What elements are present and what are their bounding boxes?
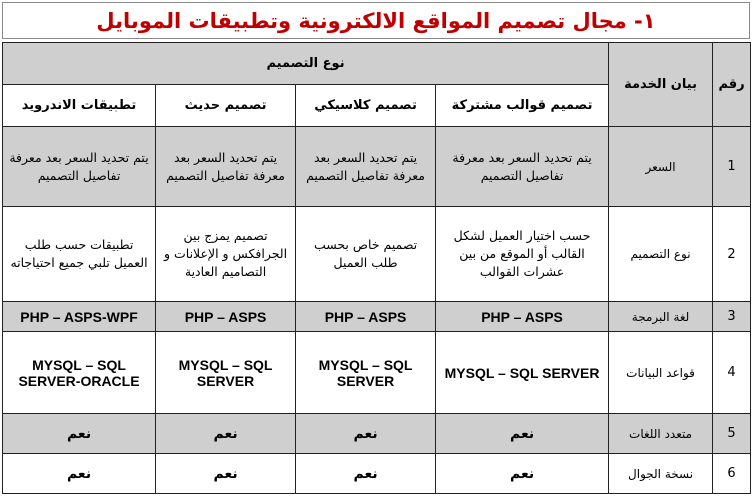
services-table [2, 42, 751, 494]
table-cell: حسب اختيار العميل لشكل القالب أو الموقع من بين عشرات القوالب [436, 207, 609, 302]
table-cell: يتم تحديد السعر بعد معرفة تفاصيل التصميم [3, 127, 156, 207]
table-cell: MYSQL – SQL SERVER-ORACLE [3, 332, 156, 414]
row-service: قواعد البيانات [609, 332, 713, 414]
row-number: 4 [713, 332, 751, 414]
table-cell: MYSQL – SQL SERVER [296, 332, 436, 414]
table-row [3, 207, 751, 302]
row-service: متعدد اللغات [609, 414, 713, 454]
title-bar [2, 2, 750, 39]
table-row [3, 302, 751, 332]
table-cell: نعم [296, 454, 436, 494]
table-cell: تصميم خاص بحسب طلب العميل [296, 207, 436, 302]
column-title-classic: تصميم كلاسيكي [296, 85, 436, 127]
table-cell: نعم [436, 454, 609, 494]
table-cell: نعم [3, 454, 156, 494]
table-cell: يتم تحديد السعر بعد معرفة تفاصيل التصميم [436, 127, 609, 207]
table-row [3, 454, 751, 494]
table-cell: PHP – ASPS-WPF [3, 302, 156, 332]
row-service: نوع التصميم [609, 207, 713, 302]
page-title: ١- مجال تصميم المواقع الالكترونية وتطبيقات الموبايل [96, 8, 656, 33]
table-cell: يتم تحديد السعر بعد معرفة تفاصيل التصميم [296, 127, 436, 207]
table-cell: PHP – ASPS [156, 302, 296, 332]
table-cell: تصميم يمزج بين الجرافكس و الإعلانات و التصاميم العادية [156, 207, 296, 302]
table-row [3, 127, 751, 207]
row-number: 5 [713, 414, 751, 454]
header-design-type: نوع التصميم [3, 43, 609, 85]
table-cell: MYSQL – SQL SERVER [436, 332, 609, 414]
table-cell: نعم [436, 414, 609, 454]
table-cell: نعم [3, 414, 156, 454]
table-row [3, 414, 751, 454]
row-service: نسخة الجوال [609, 454, 713, 494]
row-number: 6 [713, 454, 751, 494]
column-title-modern: تصميم حديث [156, 85, 296, 127]
row-number: 1 [713, 127, 751, 207]
row-service: لغة البرمجة [609, 302, 713, 332]
header-number: رقم [713, 43, 751, 127]
header-service: بيان الخدمة [609, 43, 713, 127]
table-cell: PHP – ASPS [436, 302, 609, 332]
header-row-top [3, 43, 751, 85]
table-cell: PHP – ASPS [296, 302, 436, 332]
table-cell: نعم [296, 414, 436, 454]
row-number: 3 [713, 302, 751, 332]
row-service: السعر [609, 127, 713, 207]
table-cell: MYSQL – SQL SERVER [156, 332, 296, 414]
table-cell: نعم [156, 414, 296, 454]
column-title-android: تطبيقات الاندرويد [3, 85, 156, 127]
table-cell: تطبيقات حسب طلب العميل تلبي جميع احتياجاته [3, 207, 156, 302]
table-cell: نعم [156, 454, 296, 494]
table-cell: يتم تحديد السعر بعد معرفة تفاصيل التصميم [156, 127, 296, 207]
table-row [3, 332, 751, 414]
row-number: 2 [713, 207, 751, 302]
column-title-shared-templates: تصميم قوالب مشتركة [436, 85, 609, 127]
